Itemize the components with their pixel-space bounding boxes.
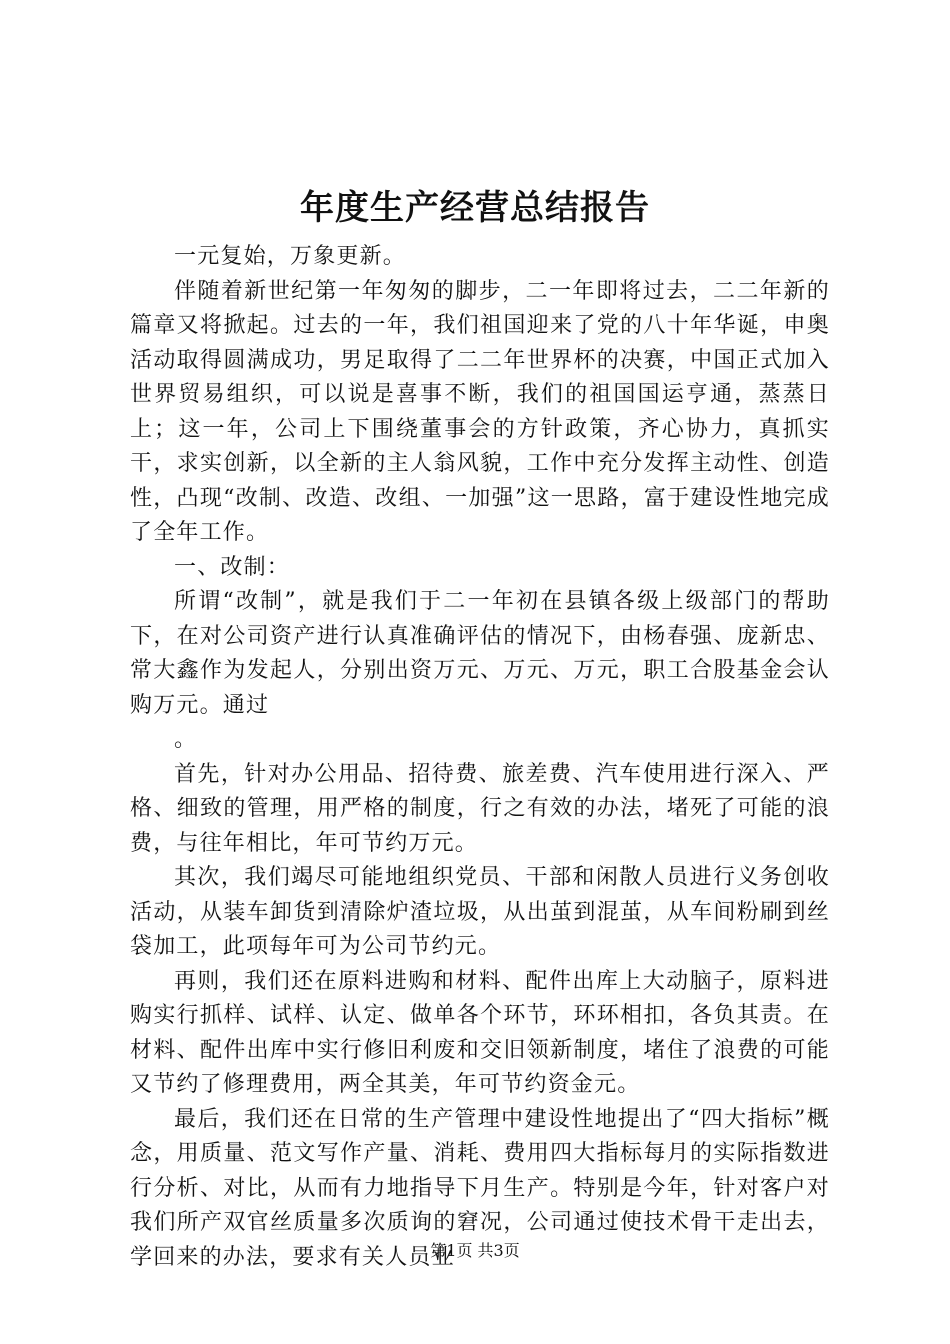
paragraph-second: 其次，我们竭尽可能地组织党员、干部和闲散人员进行义务创收活动，从装车卸货到清除炉渣垃圾，从出茧到混茧，从车间粉刷到丝袋加工，此项每年可为公司节约元。: [130, 865, 830, 959]
paragraph-opening: 一元复始，万象更新。: [174, 244, 407, 269]
section-heading-reform: 一、改制：: [174, 554, 291, 580]
paragraph-fragment: 。: [174, 727, 198, 752]
document-body: [130, 240, 830, 1275]
paragraph-first: 首先，针对办公用品、招待费、旅差费、汽车使用进行深入、严格、细致的管理，用严格的制度，行之有效的办法，堵死了可能的浪费，与往年相比，年可节约万元。: [130, 761, 830, 856]
paragraph-third: 再则，我们还在原料进购和材料、配件出库上大动脑子，原料进购实行抓样、试样、认定、做单各个环节，环环相扣，各负其责。在材料、配件出库中实行修旧利废和交旧领新制度，堵住了浪费的可能又节约了修理费用，两全其美，年可节约资金元。: [130, 968, 830, 1097]
paragraph-last: 最后，我们还在日常的生产管理中建设性地提出了“四大指标”概念，用质量、范文写作产量、消耗、费用四大指标每月的实际指数进行分析、对比，从而有力地指导下月生产。特别是今年，针对客户对我们所产双官丝质量多次质询的窘况，公司通过使技术骨干走出去，学回来的办法，要求有关人员业: [130, 1106, 830, 1270]
document-title: 年度生产经营总结报告: [300, 188, 650, 228]
paragraph-reform: 所谓“改制”，就是我们于二一年初在县镇各级上级部门的帮助下，在对公司资产进行认真准确评估的情况下，由杨春强、庞新忠、常大鑫作为发起人，分别出资万元、万元、万元，职工合股基金会认购万元。通过: [130, 589, 830, 718]
paragraph-overview: 伴随着新世纪第一年匆匆的脚步，二一年即将过去，二二年新的篇章又将掀起。过去的一年，我们祖国迎来了党的八十年华诞，申奥活动取得圆满成功，男足取得了二二年世界杯的决赛，中国正式加入世界贸易组织，可以说是喜事不断，我们的祖国国运亨通，蒸蒸日上；这一年，公司上下围绕董事会的方针政策，齐心协力，真抓实干，求实创新，以全新的主人翁风貌，工作中充分发挥主动性、创造性，凸现“改制、改造、改组、一加强”这一思路，富于建设性地完成了全年工作。: [130, 278, 830, 545]
page-footer: 第1页 共3页: [430, 1241, 520, 1260]
